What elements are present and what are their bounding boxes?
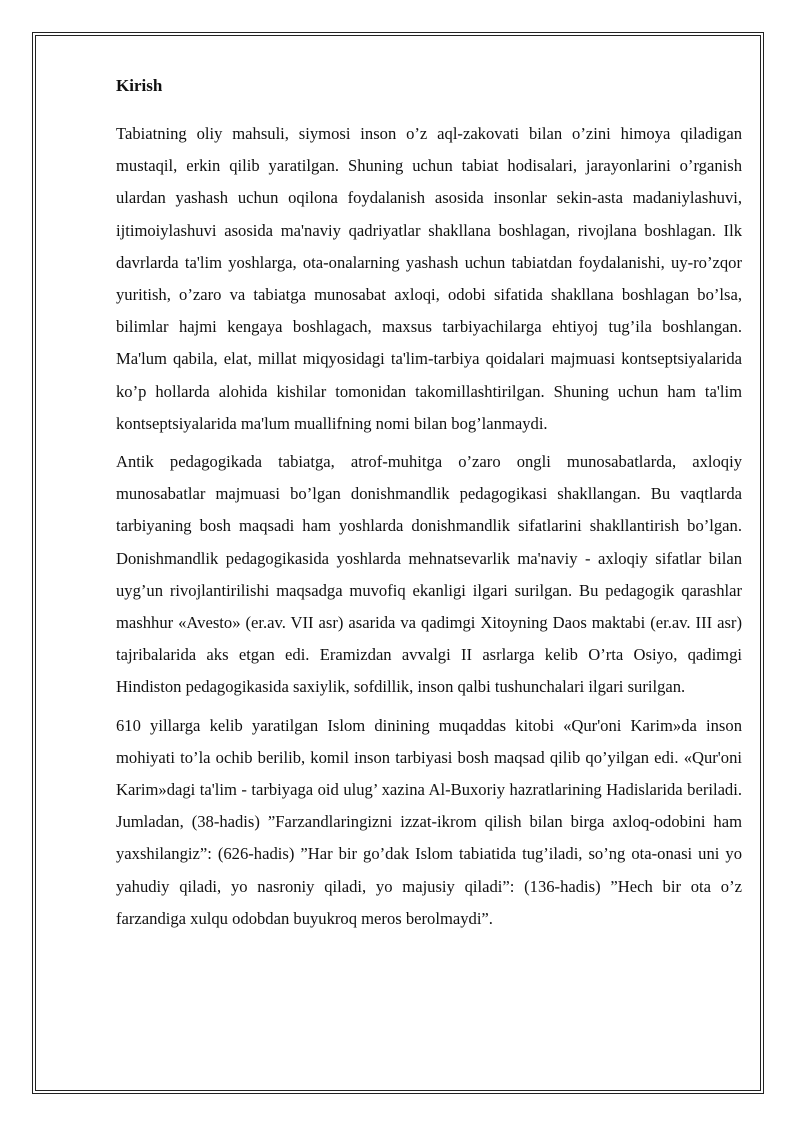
paragraph-2: Antik pedagogikada tabiatga, atrof-muhitga o’zaro ongli munosabatlarda, axloqiy munosabatlar majmuasi bo’lgan donishmandlik pedagogikasi shakllangan. Bu vaqtlarda tarbiyaning bosh maqsadi ham yoshlarda donishmandlik sifatlarini shakllantirish bo’lgan. Donishmandlik pedagogikasida yoshlarda mehnatsevarlik ma'naviy - axloqiy sifatlar bilan uyg’un rivojlantirilishi maqsadga muvofiq ekanligi ilgari surilgan. Bu pedagogik qarashlar mashhur «Avesto» (er.av. VII asr) asarida va qadimgi Xitoyning Daos maktabi (er.av. III asr) tajribalarida aks etgan edi. Eramizdan avvalgi II asrlarga kelib O’rta Osiyo, qadimgi Hindiston pedagogikasida saxiylik, sofdillik, inson qalbi tushunchalari ilgari surilgan. [116, 452, 742, 697]
paragraph-1: Tabiatning oliy mahsuli, siymosi inson o’z aql-zakovati bilan o’zini himoya qiladigan mustaqil, erkin qilib yaratilgan. Shuning uchun tabiat hodisalari, jarayonlarini o’rganish ulardan yashash uchun oqilona foydalanish asosida insonlar sekin-asta madaniylashuvi, ijtimoiylashuvi asosida ma'naviy qadriyatlar shakllana boshlagan, rivojlana boshlagan. Ilk davrlarda ta'lim yoshlarga, ota-onalarning yashash uchun tabiatdan foydalanishi, uy-ro’zqor yuritish, o’zaro va tabiatga munosabat axloqi, odobi sifatida shakllana boshlagan bo’lsa, bilimlar hajmi kengaya boshlagach, maxsus tarbiyachilarga ehtiyoj tug’ila boshlangan. Ma'lum qabila, elat, millat miqyosidagi ta'lim-tarbiya qoidalari majmuasi kontseptsiyalarida ko’p hollarda alohida kishilar tomonidan takomillashtirilgan. Shuning uchun ham ta'lim kontseptsiyalarida ma'lum muallifning nomi bilan bog’lanmaydi. [116, 124, 742, 433]
document-body [116, 74, 742, 941]
section-heading: Kirish [116, 76, 163, 95]
paragraph-3: 610 yillarga kelib yaratilgan Islom dinining muqaddas kitobi «Qur'oni Karim»da inson mohiyati to’la ochib berilib, komil inson tarbiyasi bosh maqsad qilib qo’yilgan edi. «Qur'oni Karim»dagi ta'lim - tarbiyaga oid ulug’ xazina Al-Buxoriy hazratlarining Hadislarida beriladi. Jumladan, (38-hadis) ”Farzandlaringizni izzat-ikrom qilish bilan birga axloq-odobini ham yaxshilangiz”: (626-hadis) ”Har bir go’dak Islom tabiatida tug’iladi, so’ng ota-onasi uni yo yahudiy qiladi, yo nasroniy qiladi, yo majusiy qiladi”: (136-hadis) ”Hech bir ota o’z farzandiga xulqu odobdan buyukroq meros berolmaydi”. [116, 715, 742, 928]
